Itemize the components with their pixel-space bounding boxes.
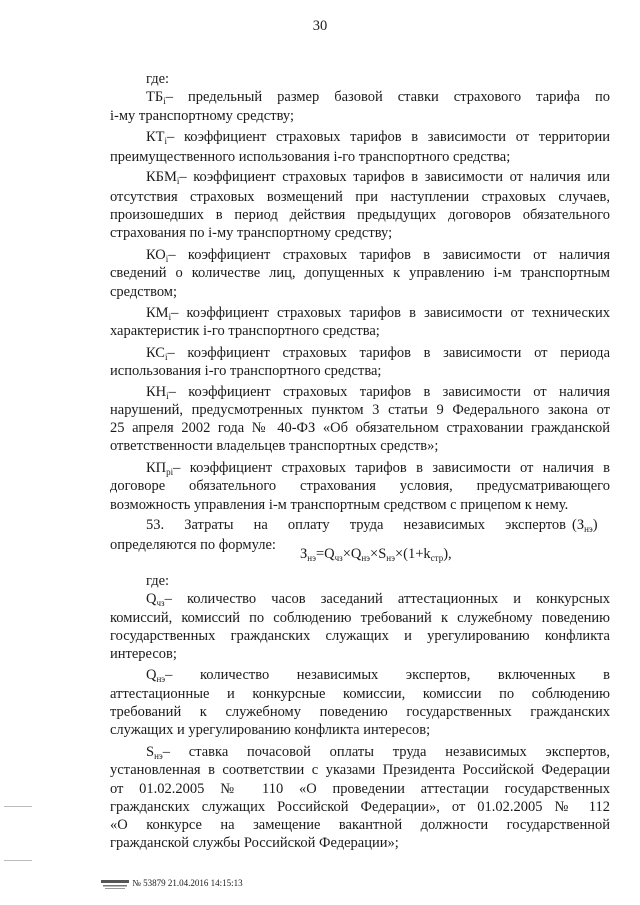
def-sne-line6: гражданской службы Российской Федерации»;: [110, 835, 399, 851]
def-km-line2: характеристик i-го транспортного средства;: [110, 323, 380, 339]
def-sne-line3: от 01.02.2005 № 110 «О проведении аттестации государственных: [110, 781, 610, 797]
formula: $З_{нэ}=Q_{чз}\times Q_{нэ}\times S_{нэ}\times(1+k_{стр})$,: [300, 546, 452, 563]
def-kbm-line1: $КБМ_i-$ коэффициент страховых тарифов в зависимости от наличия или: [146, 169, 610, 186]
def-qch-line2: комиссий, комиссий по соблюдению требований к служебному поведению: [110, 610, 610, 626]
def-tb-line1: $ТБ_i-$ предельный размер базовой ставки страхового тарифа по: [146, 89, 610, 106]
def-qne-line4: служащих и урегулированию конфликта интересов;: [110, 722, 431, 738]
def-qch-line3: государственных гражданских служащих и урегулированию конфликта: [110, 628, 610, 644]
def-qch-line4: интересов;: [110, 646, 177, 662]
def-kp-line1: $КП_{pi}-$ коэффициент страховых тарифов в зависимости от наличия в: [146, 460, 610, 477]
def-ks-line2: использования i-го транспортного средства;: [110, 363, 382, 379]
def-ko-line1: $КО_i-$ коэффициент страховых тарифов в зависимости от наличия: [146, 247, 610, 264]
def-kp-line3: возможность управления i-м транспортным средством с прицепом к нему.: [110, 497, 569, 513]
def-kbm-line4: страхования по i-му транспортному средству;: [110, 225, 393, 241]
registration-footer: [100, 878, 243, 890]
def-sne-line1: $S_{нэ}-$ ставка почасовой оплаты труда независимых экспертов,: [146, 744, 610, 761]
def-kn-line1: $КН_i-$ коэффициент страховых тарифов в зависимости от наличия: [146, 384, 610, 401]
def-sne-line2: установленная в соответствии с указами Президента Российской Федерации: [110, 762, 610, 778]
def-kbm-line2: отсутствия страховых возмещений при наступлении страховых случаев,: [110, 189, 610, 205]
def-ko-line2: сведений о количестве лиц, допущенных к управлению i-м транспортным: [110, 265, 610, 281]
def-qne-line3: требований к служебному поведению государственных гражданских: [110, 704, 610, 720]
def-qne-line1: $Q_{нэ}-$ количество независимых экспертов, включенных в: [146, 667, 610, 684]
def-qne-line2: аттестационные и конкурсные комиссии, комиссии по соблюдению: [110, 686, 610, 702]
margin-mark: [4, 806, 32, 807]
def-kt-line1: $КТ_i-$ коэффициент страховых тарифов в зависимости от территории: [146, 129, 610, 146]
def-tb-line2: i-му транспортному средству;: [110, 108, 295, 124]
government-emblem-icon: [100, 878, 130, 890]
def-kn-line4: ответственности владельцев транспортных средств»;: [110, 438, 439, 454]
where-label: где:: [146, 71, 170, 87]
def-kbm-line3: произошедших в период действия предыдущих договоров обязательного: [110, 207, 610, 223]
page-number: 30: [312, 18, 328, 34]
item-53-line2: определяются по формуле:: [110, 537, 276, 553]
def-kp-line2: договоре обязательного страхования условия, предусматривающего: [110, 478, 610, 494]
def-kn-line2: нарушений, предусмотренных пунктом 3 статьи 9 Федерального закона от: [110, 402, 610, 418]
where-label-2: где:: [146, 573, 170, 589]
registration-stamp: № 53879 21.04.2016 14:15:13: [132, 878, 243, 889]
item-53-symbol: $(З_{нэ})$: [572, 517, 598, 534]
def-ks-line1: $КС_i-$ коэффициент страховых тарифов в зависимости от периода: [146, 345, 610, 362]
def-kt-line2: преимущественного использования i-го транспортного средства;: [110, 149, 511, 165]
item-53-line1: 53. Затраты на оплату труда независимых экспертов: [146, 517, 566, 533]
def-ko-line3: средством;: [110, 284, 178, 300]
def-qch-line1: $Q_{чз}-$ количество часов заседаний аттестационных и конкурсных: [146, 591, 610, 608]
def-sne-line5: «О конкурсе на замещение вакантной должности государственной: [110, 817, 610, 833]
def-sne-line4: гражданских служащих Российской Федерации», от 01.02.2005 № 112: [110, 799, 610, 815]
margin-mark: [4, 860, 32, 861]
def-kn-line3: 25 апреля 2002 года № 40-ФЗ «Об обязательном страховании гражданской: [110, 420, 610, 436]
def-km-line1: $КМ_i-$ коэффициент страховых тарифов в зависимости от технических: [146, 305, 610, 322]
